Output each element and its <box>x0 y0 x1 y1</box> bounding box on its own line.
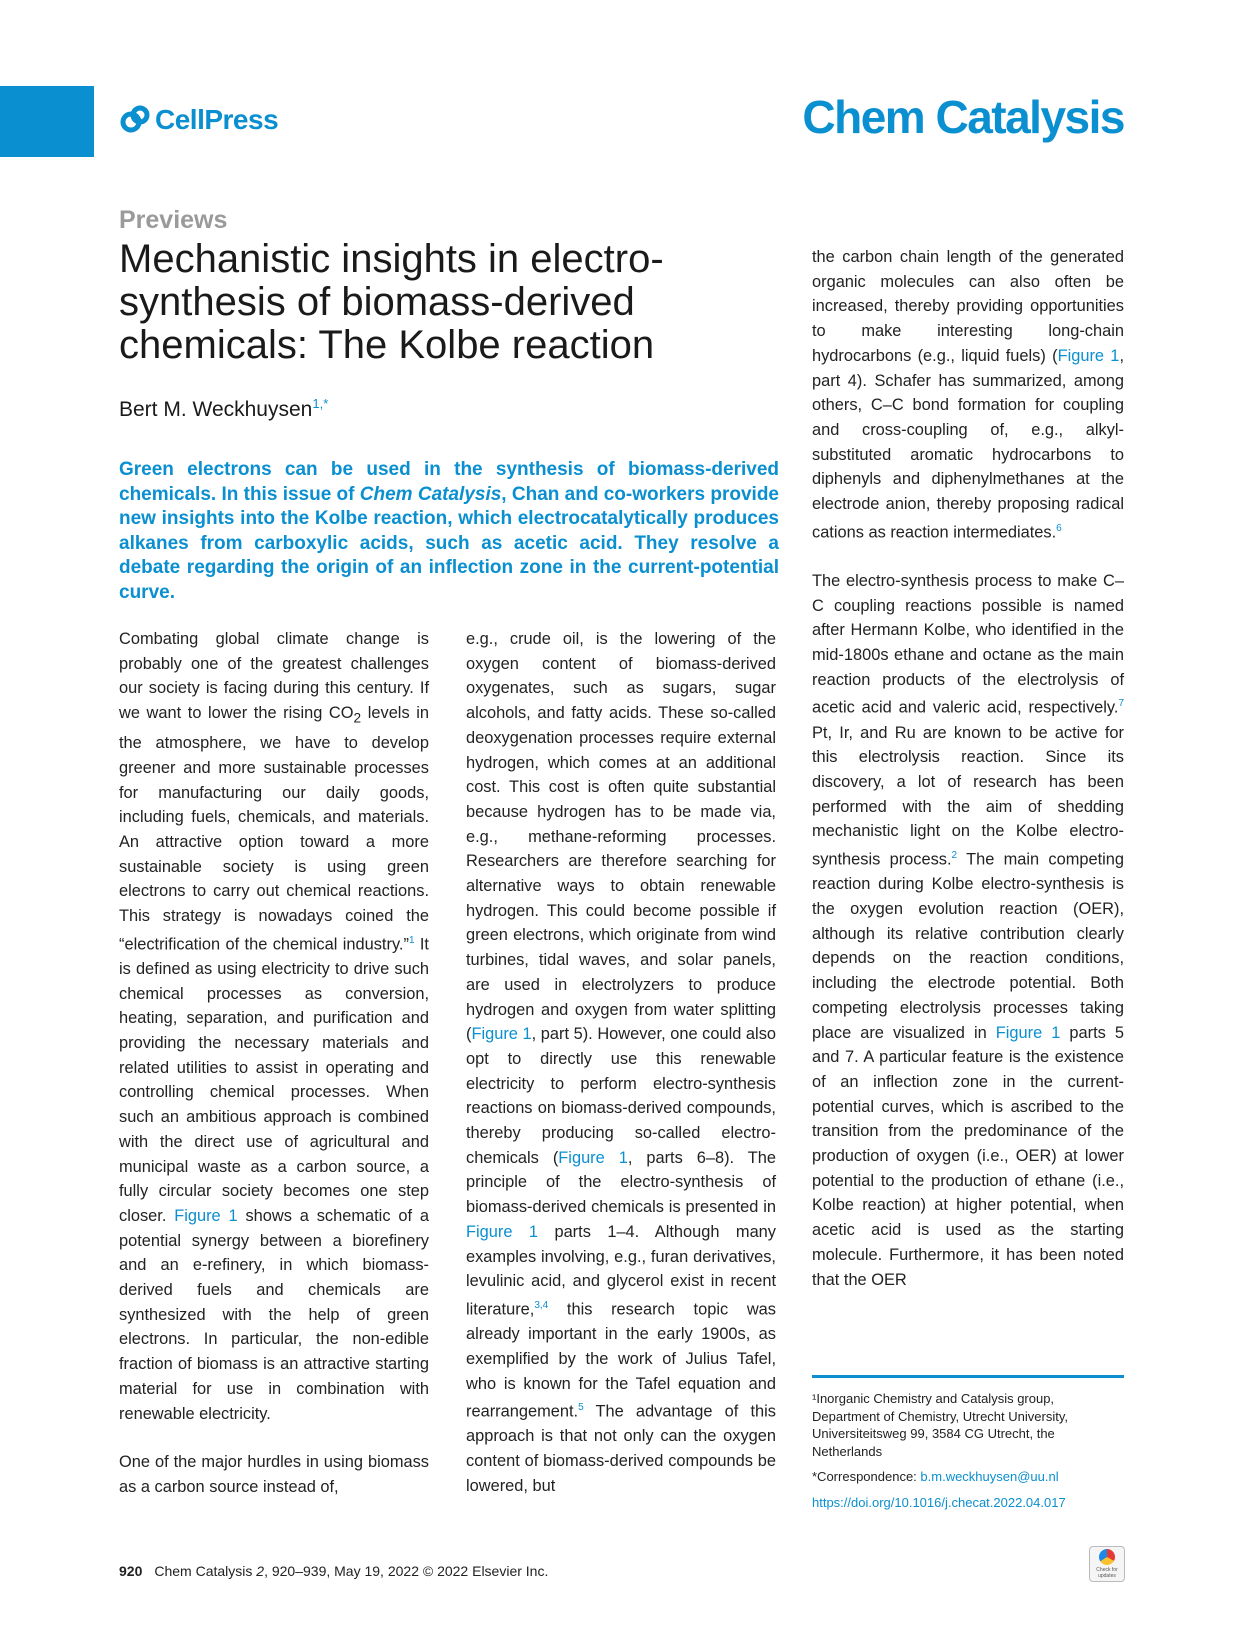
check-for-updates-badge[interactable] <box>1089 1546 1125 1582</box>
figure-link[interactable]: Figure 1 <box>558 1148 628 1167</box>
reference-link[interactable]: 7 <box>1118 698 1124 710</box>
author-name: Bert M. Weckhuysen <box>119 398 313 421</box>
reference-link[interactable]: 5 <box>578 1402 584 1414</box>
abstract <box>119 458 779 606</box>
paragraph: e.g., crude oil, is the lowering of the oxygen content of biomass-derived oxygenates, such as sugars, sugar alcohols, and fatty acids. These so-called deoxygenation processes require external hydrogen, which comes at an additional cost. This cost is often quite substantial because hydrogen has to be made via, e.g., methane-reforming processes. Researchers are therefore searching for alternative ways to obtain renewable hydrogen. This could become possible if green electrons, which originate from wind turbines, tidal waves, and solar panels, are used in electrolyzers to produce hydrogen and oxygen from water splitting (Figure 1, part 5). However, one could also opt to directly use this renewable electricity to perform electro-synthesis reactions on biomass-derived compounds, thereby producing so-called electro-chemicals (Figure 1, parts 6–8). The principle of the electro-synthesis of biomass-derived chemicals is presented in Figure 1 parts 1–4. Although many examples involving, e.g., furan derivatives, levulinic acid, and glycerol exist in recent literature,$^{3,4}$ this research topic was already important in the early 1900s, as exemplified by the work of Julius Tafel, who is known for the Tafel equation and rearrangement.$^5$ The advantage of this approach is that not only can the oxygen content of biomass-derived compounds be lowered, but <box>466 630 776 1495</box>
publisher-name: CellPress <box>155 104 279 135</box>
header-color-block <box>0 86 94 157</box>
page-footer: 920 Chem Catalysis 2, 920–939, May 19, 2022 © 2022 Elsevier Inc. <box>119 1563 549 1579</box>
figure-link[interactable]: Figure 1 <box>471 1025 532 1044</box>
page-number: 920 <box>119 1563 143 1579</box>
author-affiliation-marks[interactable]: 1,* <box>312 396 329 411</box>
footnote-divider <box>812 1375 1124 1378</box>
author-line <box>119 396 328 422</box>
figure-link[interactable]: Figure 1 <box>174 1206 238 1225</box>
paragraph: the carbon chain length of the generated organic molecules can also often be increased, thereby providing opportunities to make interesting long-chain hydrocarbons (e.g., liquid fuels) (Figure 1, part 4). Schafer has summarized, among others, C–C bond formation for coupling and cross-coupling of, e.g., alkyl-substituted aromatic hydrocarbons to diphenyls and diphenylmethanes at the electrode anion, thereby proposing radical cations as reaction intermediates.$^6$ <box>812 248 1124 542</box>
reference-link[interactable]: 6 <box>1056 522 1062 534</box>
section-label: Previews <box>119 206 228 234</box>
reference-link[interactable]: 2 <box>951 850 958 862</box>
abstract-text: Green electrons can be used in the synthesis of biomass-derived chemicals. In this issue of <box>119 459 779 505</box>
footnote <box>812 1390 1124 1519</box>
check-for-updates-icon <box>1099 1549 1115 1565</box>
figure-link[interactable]: Figure 1 <box>1057 346 1120 365</box>
affiliation: ¹Inorganic Chemistry and Catalysis group, Department of Chemistry, Utrecht University, Universiteitsweg 99, 3584 CG Utrecht, the Netherlands <box>812 1391 1068 1459</box>
paragraph: One of the major hurdles in using biomass as a carbon source instead of, <box>119 1453 429 1496</box>
reference-link[interactable]: 3,4 <box>534 1299 549 1311</box>
journal-name: Chem Catalysis <box>802 91 1124 143</box>
article-title: Mechanistic insights in electro-synthesis of biomass-derived chemicals: The Kolbe reaction <box>119 237 664 367</box>
paragraph: The electro-synthesis process to make C–C coupling reactions possible is named after Hermann Kolbe, who identified in the mid-1800s ethane and octane as the main reaction products of the electrolysis of acetic acid and valeric acid, respectively.$^7$ Pt, Ir, and Ru are known to be active for this electrolysis reaction. Since its discovery, a lot of research has been performed with the aim of shedding mechanistic light on the Kolbe electro-synthesis process.$^2$ The main competing reaction during Kolbe electro-synthesis is the oxygen evolution reaction (OER), although its relative contribution clearly depends on the reaction conditions, including the electrode potential. Both competing electrolysis processes taking place are visualized in Figure 1 parts 5 and 7. A particular feature is the existence of an inflection zone in the current-potential curves, which is ascribed to the transition from the predominance of the production of oxygen (i.e., OER) at lower potential to the production of ethane (i.e., Kolbe reaction) at higher potential, when acetic acid is used as the starting molecule. Furthermore, it has been noted that the OER <box>812 571 1124 1289</box>
doi-link[interactable]: https://doi.org/10.1016/j.checat.2022.04.017 <box>812 1494 1066 1510</box>
paragraph: Combating global climate change is probably one of the greatest challenges our society is facing during this century. If we want to lower the rising $CO_2$ levels in the atmosphere, we have to develop greener and more sustainable processes for manufacturing our daily goods, including fuels, chemicals, and materials. An attractive option toward a more sustainable society is using green electrons to carry out chemical reactions. This strategy is nowadays coined the “electrification of the chemical industry.”$^1$ It is defined as using electricity to drive such chemical processes as conversion, heating, separation, and purification and providing the necessary materials and related utilities to assist in operating and controlling chemical processes. When such an ambitious approach is combined with the direct use of agricultural and municipal waste as a carbon source, a fully circular society becomes one step closer. Figure 1 shows a schematic of a potential synergy between a biorefinery and an e-refinery, in which biomass-derived fuels and chemicals are synthesized with the help of green electrons. In particular, the non-edible fraction of biomass is an attractive starting material for use in combination with renewable electricity. <box>119 630 429 1423</box>
cellpress-logo[interactable] <box>119 104 278 136</box>
figure-link[interactable]: Figure 1 <box>466 1222 539 1241</box>
figure-link[interactable]: Figure 1 <box>995 1023 1061 1042</box>
email-link[interactable]: b.m.weckhuysen@uu.nl <box>920 1469 1059 1484</box>
reference-link[interactable]: 1 <box>408 934 415 946</box>
body-column-3 <box>812 245 1124 1292</box>
correspondence: *Correspondence: b.m.weckhuysen@uu.nl <box>812 1469 1059 1484</box>
body-column-2 <box>466 627 776 1499</box>
body-column-1 <box>119 627 429 1500</box>
badge-label: Check for updates <box>1096 1567 1118 1579</box>
abstract-journal: Chem Catalysis <box>359 483 502 505</box>
cellpress-logo-icon <box>119 104 151 136</box>
abstract-text-2: , Chan and co-workers provide new insights into the Kolbe reaction, which electrocatalytically produces alkanes from carboxylic acids, such as acetic acid. They resolve a debate regarding the origin of an inflection zone in the current-potential curve. <box>119 483 779 603</box>
